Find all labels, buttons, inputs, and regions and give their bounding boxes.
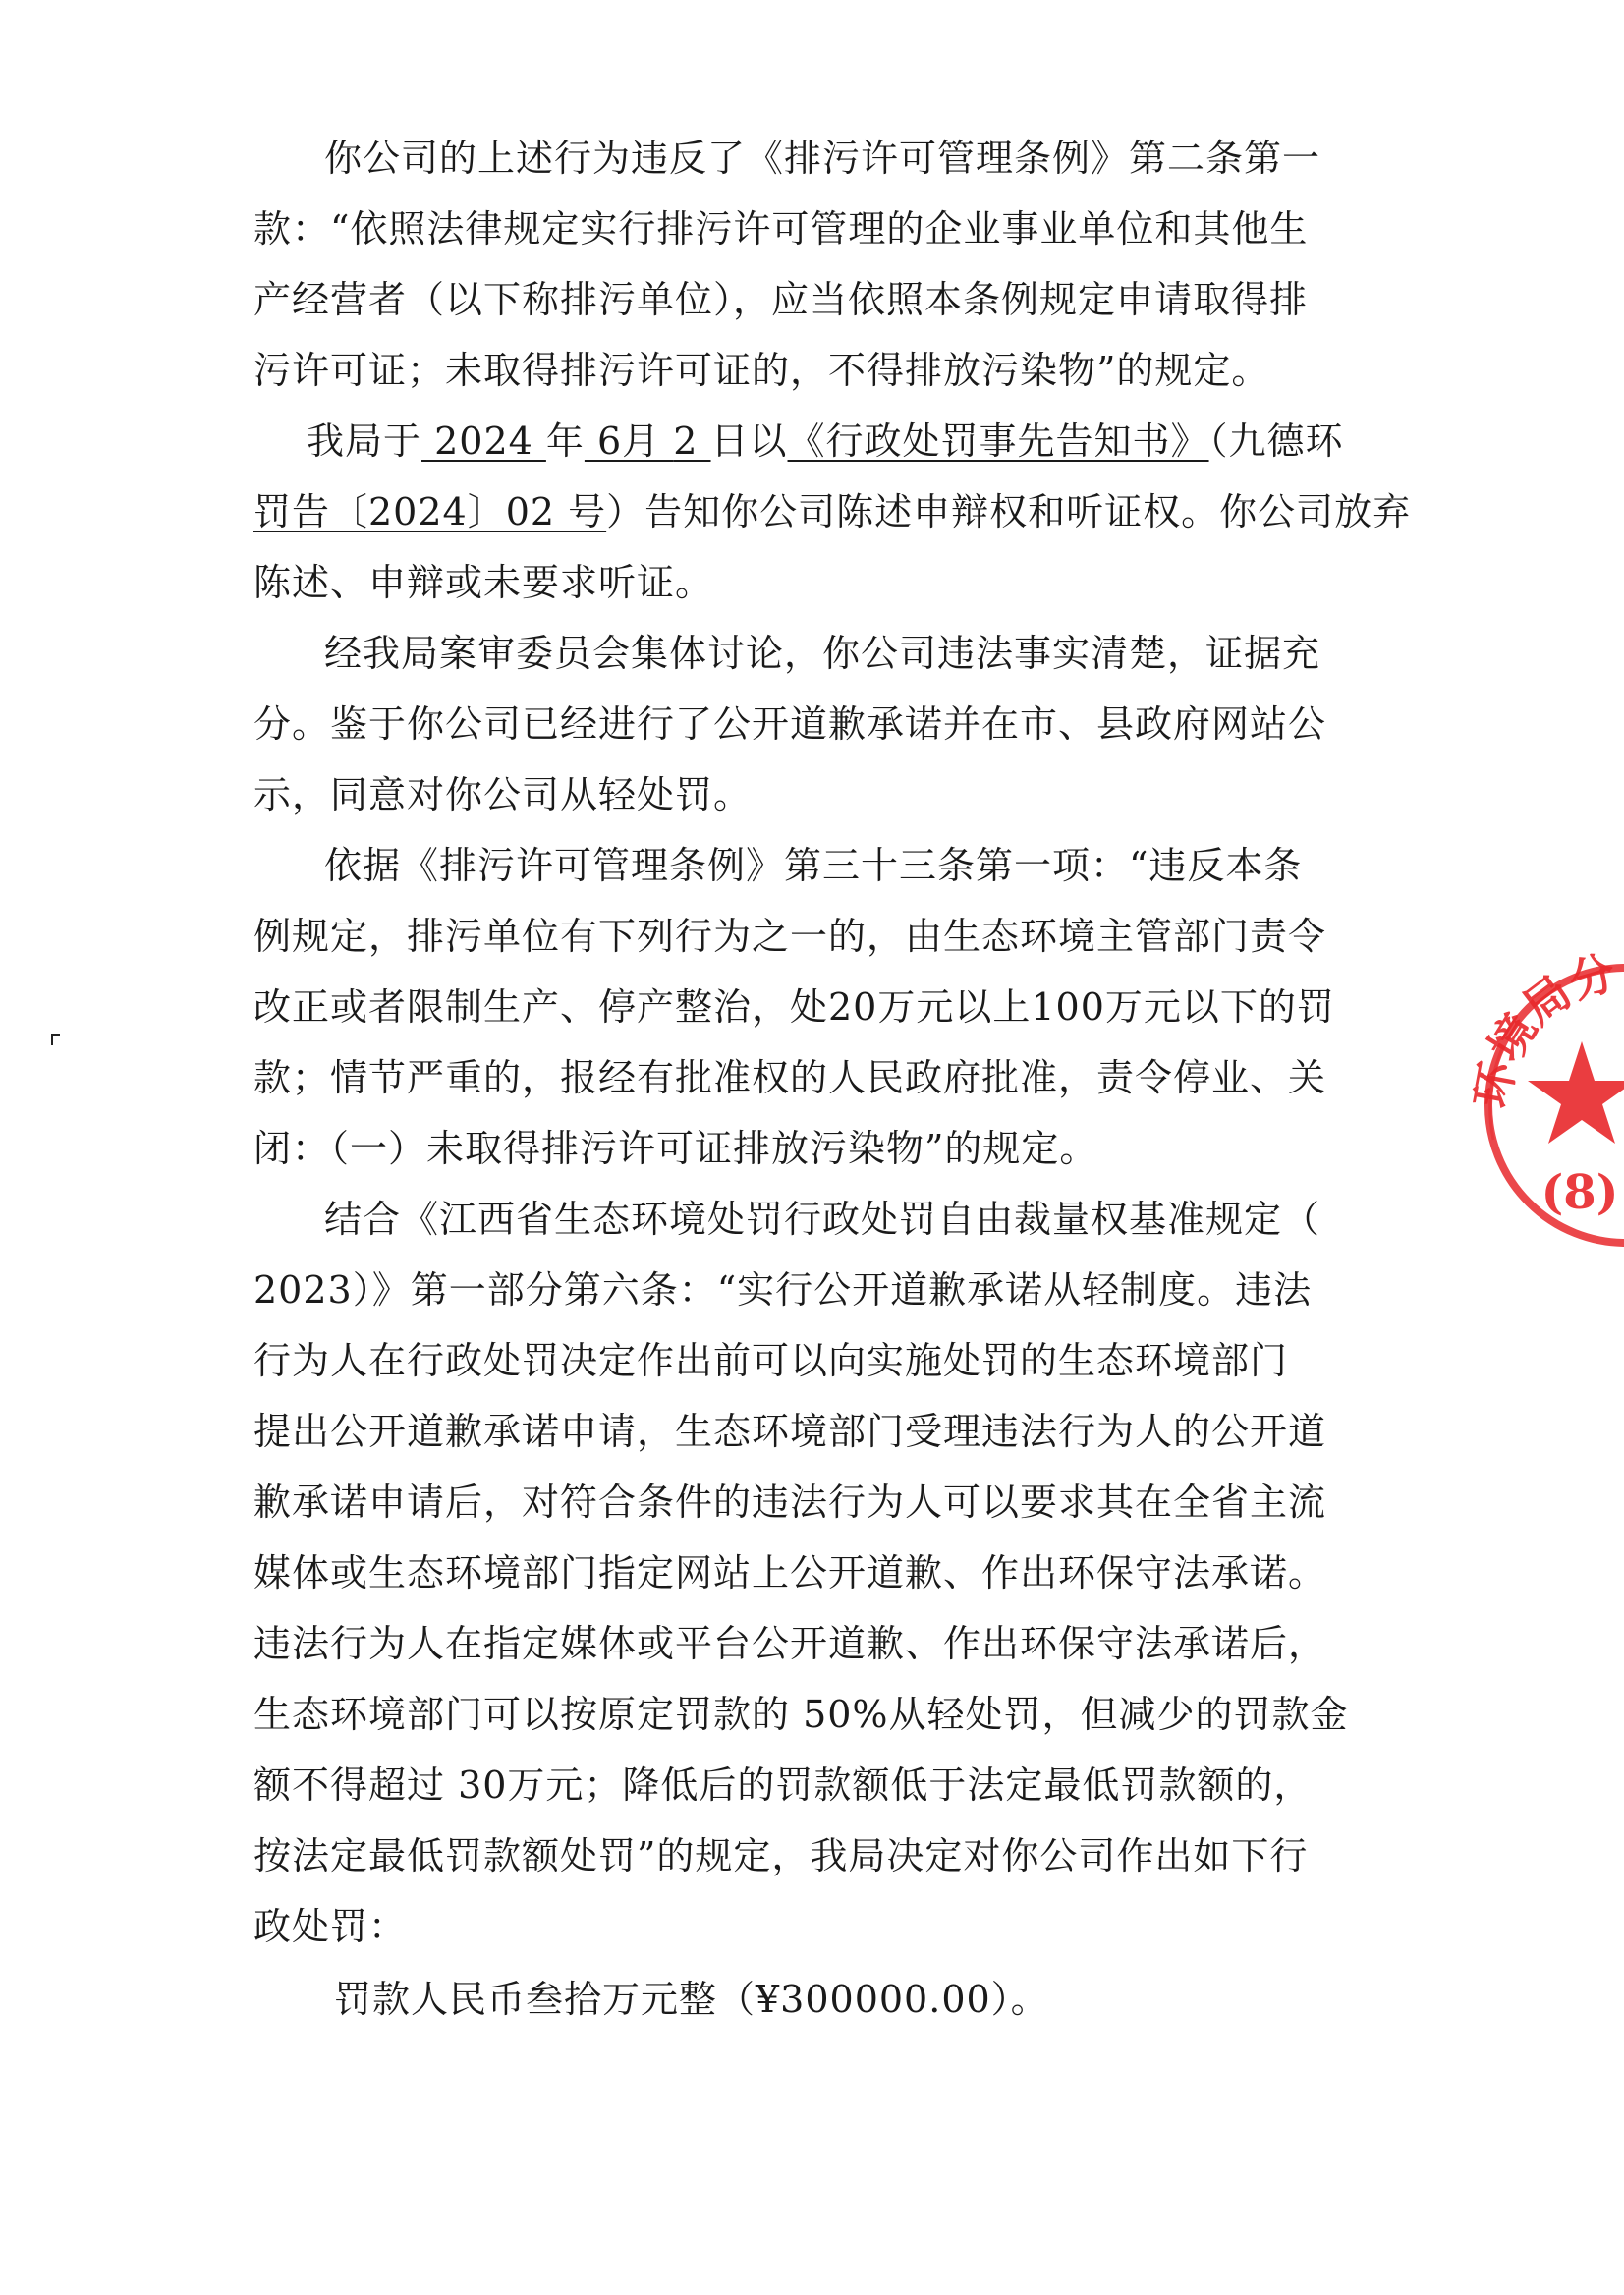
official-seal-stamp: [1464, 943, 1624, 1258]
p2-doc-ref: 罚告〔2024〕02 号: [253, 490, 607, 533]
paragraph-4-line-1: 依据《排污许可管理条例》第三十三条第一项：“违反本条: [324, 844, 1303, 887]
paragraph-1-line-4: 污许可证；未取得排污许可证的，不得排放污染物”的规定。: [253, 349, 1270, 392]
paragraph-5-line-5: 歉承诺申请后，对符合条件的违法行为人可以要求其在全省主流: [253, 1481, 1327, 1524]
paragraph-5-line-8: 生态环境部门可以按原定罚款的 50%从轻处罚，但减少的罚款金: [253, 1693, 1349, 1736]
paragraph-1-line-2: 款：“依照法律规定实行排污许可管理的企业事业单位和其他生: [253, 207, 1309, 251]
paragraph-4-line-2: 例规定，排污单位有下列行为之一的，由生态环境主管部门责令: [253, 915, 1327, 958]
p2-day: 2: [673, 420, 711, 463]
seal-number: (8): [1540, 1165, 1619, 1220]
paragraph-4-line-3: 改正或者限制生产、停产整治，处20万元以上100万元以下的罚: [253, 985, 1335, 1029]
paragraph-5-line-3: 行为人在行政处罚决定作出前可以向实施处罚的生态环境部门: [253, 1339, 1289, 1382]
p2-nian: 年: [545, 420, 585, 463]
paragraph-2-line-2: [253, 489, 1411, 534]
paragraph-5-line-10: 按法定最低罚款额处罚”的规定，我局决定对你公司作出如下行: [253, 1834, 1309, 1877]
paragraph-6-line-1: 罚款人民币叁拾万元整（¥300000.00）。: [334, 1978, 1049, 2021]
paragraph-3-line-1: 经我局案审委员会集体讨论，你公司违法事实清楚，证据充: [324, 632, 1321, 675]
p2-month: 6月: [584, 420, 674, 463]
paragraph-5-line-7: 违法行为人在指定媒体或平台公开道歉、作出环保守法承诺后，: [253, 1622, 1327, 1665]
p2-doc-ref-start: （九德环: [1208, 420, 1344, 463]
paragraph-5-line-2: 2023）》第一部分第六条：“实行公开道歉承诺从轻制度。违法: [253, 1268, 1313, 1312]
paragraph-5-line-4: 提出公开道歉承诺申请，生态环境部门受理违法行为人的公开道: [253, 1410, 1327, 1453]
p2-ri: 日以: [710, 420, 788, 463]
paragraph-5-line-6: 媒体或生态环境部门指定网站上公开道歉、作出环保守法承诺。: [253, 1551, 1327, 1595]
p2-line2-rest: ）告知你公司陈述申辩权和听证权。你公司放弃: [606, 490, 1412, 533]
paragraph-3-line-3: 示，同意对你公司从轻处罚。: [253, 773, 753, 816]
paragraph-5-line-9: 额不得超过 30万元；降低后的罚款额低于法定最低罚款额的，: [253, 1763, 1313, 1807]
paragraph-5-line-11: 政处罚：: [253, 1905, 408, 1948]
seal-text: 环境局分: [1464, 945, 1622, 1112]
paragraph-2-line-1: [307, 419, 1344, 464]
scan-mark: [51, 1034, 60, 1045]
seal-star-icon: [1528, 1041, 1624, 1144]
paragraph-1-line-1: 你公司的上述行为违反了《排污许可管理条例》第二条第一: [324, 137, 1321, 180]
p2-prefix: 我局于: [307, 420, 422, 463]
paragraph-5-line-1: 结合《江西省生态环境处罚行政处罚自由裁量权基准规定（: [324, 1198, 1321, 1241]
p2-year: 2024: [421, 420, 546, 463]
paragraph-4-line-4: 款；情节严重的，报经有批准权的人民政府批准，责令停业、关: [253, 1056, 1327, 1099]
paragraph-1-line-3: 产经营者（以下称排污单位），应当依照本条例规定申请取得排: [253, 278, 1309, 321]
paragraph-3-line-2: 分。鉴于你公司已经进行了公开道歉承诺并在市、县政府网站公: [253, 702, 1327, 746]
paragraph-2-line-3: 陈述、申辩或未要求听证。: [253, 561, 714, 604]
p2-doc-title: 《行政处罚事先告知书》: [787, 420, 1209, 463]
paragraph-4-line-5: 闭：（一）未取得排污许可证排放污染物”的规定。: [253, 1127, 1098, 1170]
